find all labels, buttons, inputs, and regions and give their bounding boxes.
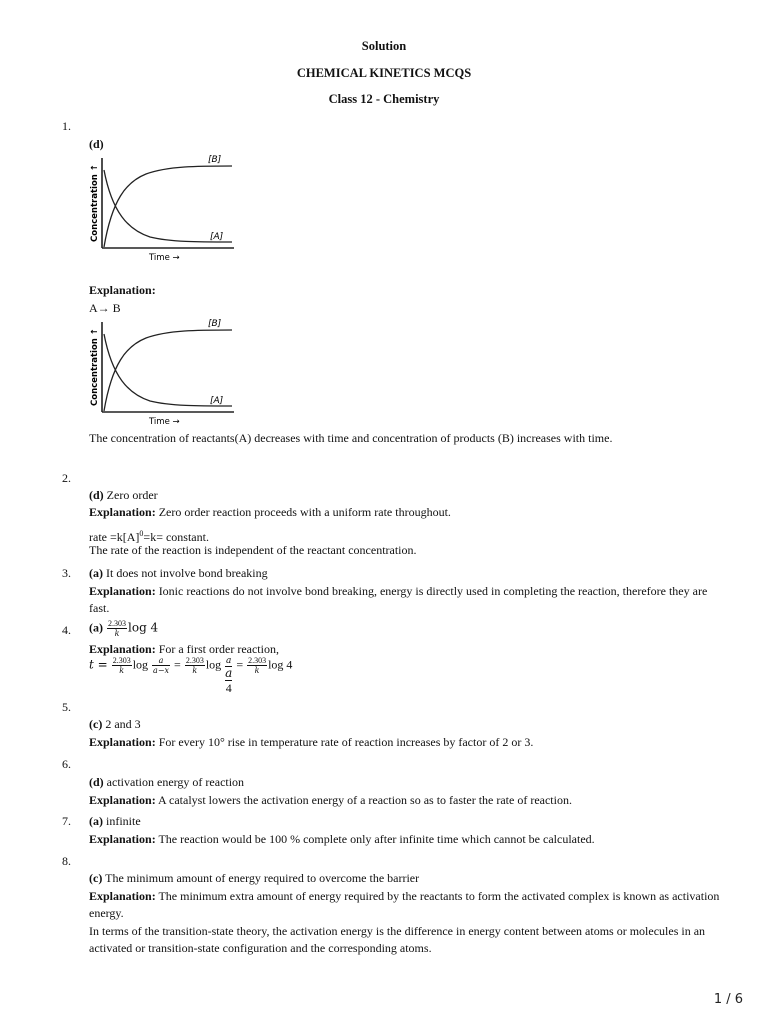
- question-number-5: 5.: [62, 700, 71, 714]
- question-number-1: 1.: [62, 119, 71, 133]
- q1-explanation-label: Explanation:: [89, 283, 156, 297]
- graph-1-label-b: [B]: [208, 155, 222, 165]
- graph-1-ylabel: Concentration ↑: [90, 164, 100, 242]
- q1-answer: (d): [89, 137, 104, 151]
- q3-answer: (a) It does not involve bond breaking: [89, 566, 268, 580]
- q8-explanation-paragraph: In terms of the transition-state theory, the activation energy is the difference in energy content between atoms or molecules in an activated or transition-state configuration and the corresponding atoms.: [89, 924, 706, 955]
- graph-2-label-b: [B]: [208, 319, 222, 329]
- doc-title: CHEMICAL KINETICS MCQS: [296, 66, 472, 80]
- q4-equation: t = $\frac{2.303}{k}$ log $\frac{a}{a-x}$ = $\frac{2.303}{k}$ log a a 4 = $\frac{2.303}{k}$ log 4: [89, 656, 293, 695]
- question-number-6: 6.: [62, 757, 71, 771]
- graph-2-label-a: [A]: [210, 396, 224, 406]
- q5-explanation: Explanation: For every 10° rise in temperature rate of reaction increases by factor of 2 or 3.: [89, 735, 534, 749]
- q1-explanation-text: The concentration of reactants(A) decreases with time and concentration of products (B) increases with time.: [89, 431, 613, 445]
- question-number-8: 8.: [62, 854, 71, 868]
- q2-answer: (d) Zero order: [89, 488, 158, 502]
- q2-explanation-line: The rate of the reaction is independent of the reactant concentration.: [89, 543, 417, 557]
- q2-rate-equation: rate $=k[A]^0=k=$ constant.: [89, 529, 209, 544]
- doc-header-solution: Solution: [361, 39, 407, 53]
- graph-2-ylabel: Concentration ↑: [90, 328, 100, 406]
- concentration-time-graph-2: [88, 316, 238, 428]
- q4-explanation: Explanation: For a first order reaction,: [89, 642, 279, 656]
- q1-reaction: A→ B: [89, 301, 121, 315]
- question-number-7: 7.: [62, 814, 71, 828]
- question-number-3: 3.: [62, 566, 71, 580]
- graph-1-xlabel: Time →: [149, 253, 180, 263]
- doc-subtitle: Class 12 - Chemistry: [328, 92, 440, 106]
- concentration-time-graph-1: [88, 152, 238, 264]
- q4-answer: (a) $\frac{2.303}{k}$ log 4: [89, 619, 159, 638]
- q6-answer: (d) activation energy of reaction: [89, 775, 245, 789]
- q7-explanation: Explanation: The reaction would be 100 % complete only after infinite time which cannot be calculated.: [89, 832, 595, 846]
- q8-answer: (c) The minimum amount of energy required to overcome the barrier: [89, 871, 420, 885]
- q8-explanation: Explanation: The minimum extra amount of energy required by the reactants to form the activated complex is known as activation energy.: [89, 889, 720, 920]
- page-number: 1 / 6: [713, 992, 743, 1007]
- question-number-4: 4.: [62, 623, 71, 637]
- q7-answer: (a) infinite: [89, 814, 141, 828]
- q5-answer: (c) 2 and 3: [89, 717, 141, 731]
- graph-2-xlabel: Time →: [149, 417, 180, 427]
- graph-1-label-a: [A]: [210, 232, 224, 242]
- q3-explanation: Explanation: Ionic reactions do not involve bond breaking, energy is directly used in completing the reaction, therefore they are fast.: [89, 584, 708, 615]
- q2-explanation: Explanation: Zero order reaction proceeds with a uniform rate throughout.: [89, 505, 451, 519]
- q6-explanation: Explanation: A catalyst lowers the activation energy of a reaction so as to faster the rate of reaction.: [89, 793, 572, 807]
- question-number-2: 2.: [62, 471, 71, 485]
